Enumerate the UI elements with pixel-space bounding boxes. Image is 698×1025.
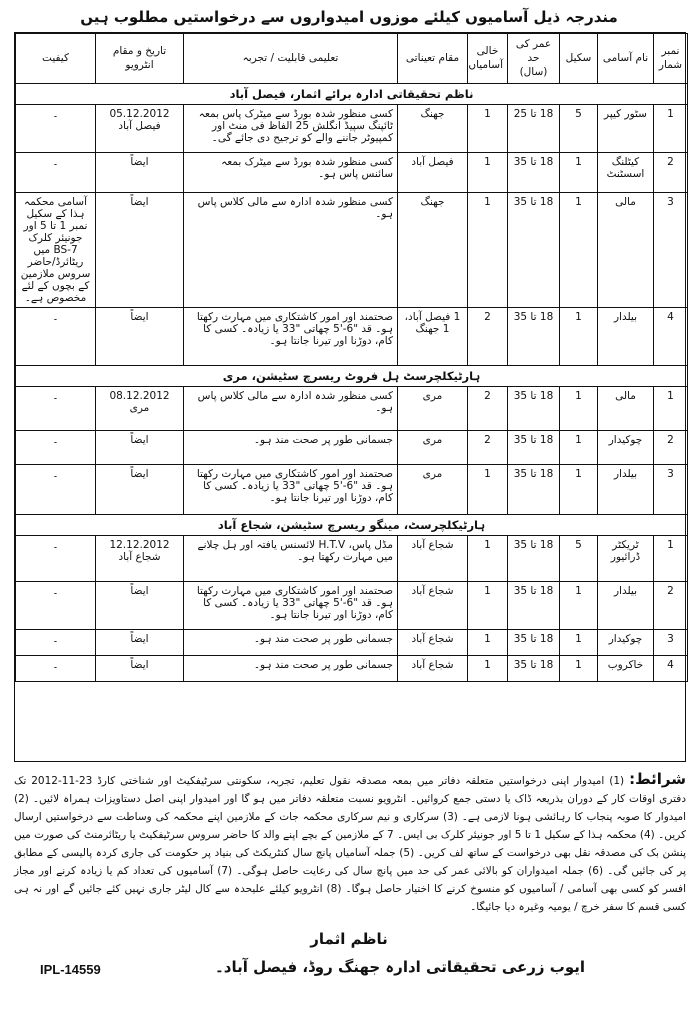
cell-qualification: جسمانی طور پر صحت مند ہو۔: [184, 629, 398, 655]
cell-interview: 08.12.2012 مری: [96, 386, 184, 430]
signature-title: ناظم اثمار: [310, 930, 388, 948]
cell-age: 18 تا 35: [508, 581, 560, 629]
cell-vacancies: 1: [468, 629, 508, 655]
cell-post: سٹور کیپر: [598, 104, 654, 152]
cell-scale: 5: [560, 104, 598, 152]
cell-vacancies: 2: [468, 307, 508, 365]
cell-post: بیلدار: [598, 307, 654, 365]
cell-vacancies: 1: [468, 104, 508, 152]
cell-remarks: ۔: [16, 104, 96, 152]
cell-post: چوکیدار: [598, 629, 654, 655]
cell-post: مالی: [598, 192, 654, 307]
cell-vacancies: 1: [468, 464, 508, 514]
table-row: [16, 104, 688, 152]
cell-qualification: جسمانی طور پر صحت مند ہو۔: [184, 655, 398, 681]
cell-interview: ایضاً: [96, 430, 184, 464]
section-title: ناظم تحقیقاتی ادارہ برائے اثمار، فیصل آباد: [16, 83, 688, 104]
cell-station: مری: [398, 386, 468, 430]
cell-remarks: ۔: [16, 629, 96, 655]
section-title: ہارٹیکلچرسٹ ہل فروٹ ریسرچ سٹیشن، مری: [16, 365, 688, 386]
cell-no: 2: [654, 430, 688, 464]
conditions: [14, 770, 686, 916]
cell-post: ٹریکٹر ڈرائیور: [598, 535, 654, 581]
header-no: نمبر شمار: [654, 34, 688, 84]
cell-age: 18 تا 35: [508, 430, 560, 464]
cell-interview: 12.12.2012 شجاع آباد: [96, 535, 184, 581]
cell-station: 1 فیصل آباد، 1 جھنگ: [398, 307, 468, 365]
cell-qualification: کسی منظور شدہ بورڈ سے میٹرک پاس بمعہ ٹائپنگ سپیڈ انگلش 25 الفاظ فی منٹ اور کمپیوٹر جاننے والے کو ترجیح دی جائے گی۔: [184, 104, 398, 152]
header-station: مقام تعیناتی: [398, 34, 468, 84]
cell-station: مری: [398, 430, 468, 464]
cell-post: کیٹلنگ اسسٹنٹ: [598, 152, 654, 192]
cell-remarks: ۔: [16, 307, 96, 365]
header-vacancies: خالی آسامیاں: [468, 34, 508, 84]
cell-no: 3: [654, 629, 688, 655]
ref-code: IPL-14559: [40, 962, 101, 977]
conditions-label: شرائط:: [629, 770, 686, 788]
cell-scale: 1: [560, 192, 598, 307]
cell-post: بیلدار: [598, 464, 654, 514]
table-row: [16, 629, 688, 655]
cell-interview: ایضاً: [96, 307, 184, 365]
cell-no: 1: [654, 104, 688, 152]
cell-remarks: آسامی محکمہ ہذا کے سکیل نمبر 1 تا 5 اور جونیئر کلرک BS-7 میں ریٹائرڈ/حاضر سروس ملازمین کے بچوں کے لئے مخصوص ہے۔: [16, 192, 96, 307]
cell-no: 4: [654, 307, 688, 365]
cell-qualification: کسی منظور شدہ ادارہ سے مالی کلاس پاس ہو۔: [184, 192, 398, 307]
cell-qualification: صحتمند اور امور کاشتکاری میں مہارت رکھتا ہو۔ قد "6-'5 چھاتی "33 یا زیادہ۔ کسی کا کام، دوڑنا اور تیرنا جانتا ہو۔: [184, 307, 398, 365]
cell-scale: 1: [560, 430, 598, 464]
cell-scale: 1: [560, 386, 598, 430]
cell-interview: ایضاً: [96, 152, 184, 192]
cell-interview: ایضاً: [96, 629, 184, 655]
cell-scale: 5: [560, 535, 598, 581]
cell-post: مالی: [598, 386, 654, 430]
cell-scale: 1: [560, 581, 598, 629]
header-remarks: کیفیت: [16, 34, 96, 84]
cell-station: جھنگ: [398, 104, 468, 152]
table-row: [16, 152, 688, 192]
cell-station: جھنگ: [398, 192, 468, 307]
cell-station: مری: [398, 464, 468, 514]
cell-scale: 1: [560, 629, 598, 655]
cell-station: شجاع آباد: [398, 629, 468, 655]
table-row: [16, 430, 688, 464]
table-row: [16, 535, 688, 581]
cell-interview: ایضاً: [96, 655, 184, 681]
section-title: ہارٹیکلچرسٹ، مینگو ریسرچ سٹیشن، شجاع آباد: [16, 514, 688, 535]
cell-remarks: ۔: [16, 655, 96, 681]
cell-no: 3: [654, 464, 688, 514]
cell-no: 1: [654, 535, 688, 581]
signature-address: ایوب زرعی تحقیقاتی ادارہ جھنگ روڈ، فیصل آباد۔: [214, 958, 586, 976]
cell-age: 18 تا 35: [508, 386, 560, 430]
cell-scale: 1: [560, 307, 598, 365]
cell-scale: 1: [560, 655, 598, 681]
cell-age: 18 تا 25: [508, 104, 560, 152]
posts-table: [15, 33, 688, 682]
cell-no: 2: [654, 152, 688, 192]
cell-vacancies: 2: [468, 386, 508, 430]
cell-interview: ایضاً: [96, 581, 184, 629]
cell-scale: 1: [560, 152, 598, 192]
conditions-text: (1) امیدوار اپنی درخواستیں متعلقہ دفاتر میں بمعہ مصدقہ نقول تعلیم، تجربہ، سکونتی سرٹیفکیٹ اور شناختی کارڈ 23-11-2012 تک دفتری اوقات کار کے دوران بذریعہ ڈاک یا دستی جمع کروائیں۔ انٹرویو نسبت متعلقہ دفاتر میں ہو گا اور امیدوار اپنی اصل دستاویزات ہمراہ لائیں۔ (2) امیدوار کا صوبہ پنجاب کا رہائشی ہونا لازمی ہے۔ (3) سرکاری و نیم سرکاری محکمہ جات کے ملازمین اپنے محکمہ کی وساطت سے درخواستیں ارسال کریں۔ (4) محکمہ ہذا کے سکیل 1 تا 5 اور جونیئر کلرک بی ایس۔ 7 کے ملازمین کے بچے اپنے والد کا حاضر سروس سرٹیفکیٹ یا ریٹائرمنٹ کی صورت میں پنشن بک کی مصدقہ نقل بھی درخواست کے ساتھ لف کریں۔ (5) جملہ آسامیاں پانچ سال کنٹریکٹ کی بنیاد پر حکومت کی جاری کردہ پالیسی کے مطابق پر کی جائیں گی۔ (6) جملہ امیدواران کو بالائی عمر کی حد میں پانچ سال کی رعایت حاصل ہوگی۔ (7) آسامیوں کی تعداد کم یا زیادہ کرنے اور مجاز افسر کو کسی بھی آسامی / آسامیوں کو منسوخ کرنے کا اختیار حاصل ہوگا۔ (8) انٹرویو کیلئے علیحدہ سے کال لیٹر جاری نہیں کئے جائیں گے اور نہ ہی کسی قسم کا سفر خرچ / یومیہ وغیرہ دیا جائیگا۔: [14, 775, 687, 913]
cell-age: 18 تا 35: [508, 655, 560, 681]
cell-no: 3: [654, 192, 688, 307]
section-row: [16, 365, 688, 386]
table-row: [16, 307, 688, 365]
cell-no: 1: [654, 386, 688, 430]
cell-age: 18 تا 35: [508, 535, 560, 581]
header-post: نام آسامی: [598, 34, 654, 84]
cell-remarks: ۔: [16, 152, 96, 192]
cell-age: 18 تا 35: [508, 629, 560, 655]
cell-remarks: ۔: [16, 386, 96, 430]
section-row: [16, 514, 688, 535]
header-scale: سکیل: [560, 34, 598, 84]
cell-interview: 05.12.2012 فیصل آباد: [96, 104, 184, 152]
cell-remarks: ۔: [16, 464, 96, 514]
table-row: [16, 192, 688, 307]
cell-scale: 1: [560, 464, 598, 514]
cell-post: خاکروب: [598, 655, 654, 681]
cell-station: شجاع آباد: [398, 535, 468, 581]
cell-age: 18 تا 35: [508, 152, 560, 192]
cell-post: چوکیدار: [598, 430, 654, 464]
cell-qualification: جسمانی طور پر صحت مند ہو۔: [184, 430, 398, 464]
posts-table-frame: [14, 32, 686, 762]
cell-station: شجاع آباد: [398, 655, 468, 681]
cell-interview: ایضاً: [96, 192, 184, 307]
cell-post: بیلدار: [598, 581, 654, 629]
table-row: [16, 655, 688, 681]
cell-vacancies: 1: [468, 655, 508, 681]
cell-vacancies: 1: [468, 581, 508, 629]
cell-vacancies: 1: [468, 535, 508, 581]
cell-qualification: صحتمند اور امور کاشتکاری میں مہارت رکھتا ہو۔ قد "6-'5 چھاتی "33 یا زیادہ۔ کسی کا کام، دوڑنا اور تیرنا جانتا ہو۔: [184, 464, 398, 514]
ad-title: مندرجہ ذیل آسامیوں کیلئے موزوں امیدواروں سے درخواستیں مطلوب ہیں: [80, 8, 618, 26]
table-header-row: [16, 34, 688, 84]
cell-age: 18 تا 35: [508, 192, 560, 307]
cell-age: 18 تا 35: [508, 307, 560, 365]
cell-vacancies: 1: [468, 152, 508, 192]
cell-qualification: کسی منظور شدہ بورڈ سے میٹرک بمعہ سائنس پاس ہو۔: [184, 152, 398, 192]
cell-no: 2: [654, 581, 688, 629]
cell-qualification: مڈل پاس، H.T.V لائسنس یافتہ اور ہل چلانے میں مہارت رکھتا ہو۔: [184, 535, 398, 581]
header-qualification: تعلیمی قابلیت / تجربہ: [184, 34, 398, 84]
cell-station: شجاع آباد: [398, 581, 468, 629]
cell-qualification: صحتمند اور امور کاشتکاری میں مہارت رکھتا ہو۔ قد "6-'5 چھاتی "33 یا زیادہ۔ کسی کا کام، دوڑنا اور تیرنا جانتا ہو۔: [184, 581, 398, 629]
header-interview: تاریخ و مقام انٹرویو: [96, 34, 184, 84]
table-row: [16, 386, 688, 430]
cell-station: فیصل آباد: [398, 152, 468, 192]
cell-no: 4: [654, 655, 688, 681]
table-row: [16, 464, 688, 514]
table-row: [16, 581, 688, 629]
cell-vacancies: 2: [468, 430, 508, 464]
section-row: [16, 83, 688, 104]
cell-age: 18 تا 35: [508, 464, 560, 514]
cell-vacancies: 1: [468, 192, 508, 307]
cell-remarks: ۔: [16, 581, 96, 629]
header-age: عمر کی حد (سال): [508, 34, 560, 84]
cell-remarks: ۔: [16, 535, 96, 581]
cell-interview: ایضاً: [96, 464, 184, 514]
cell-remarks: ۔: [16, 430, 96, 464]
cell-qualification: کسی منظور شدہ ادارہ سے مالی کلاس پاس ہو۔: [184, 386, 398, 430]
